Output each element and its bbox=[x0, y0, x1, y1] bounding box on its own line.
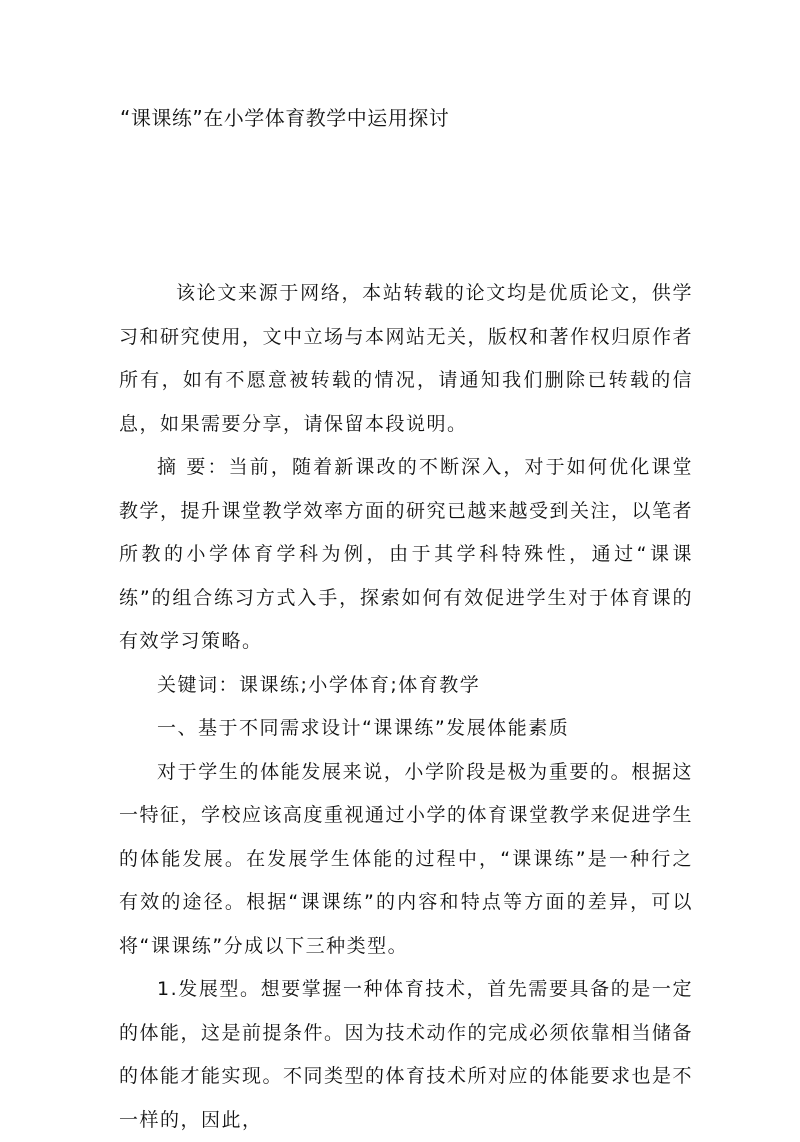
disclaimer-paragraph: 该论文来源于网络，本站转载的论文均是优质论文，供学习和研究使用，文中立场与本网站无关，版权和著作权归原作者所有，如有不愿意被转载的情况，请通知我们删除已转载的信息，如果需要分享，请保留本段说明。 bbox=[119, 282, 694, 435]
document-title: “课课练”在小学体育教学中运用探讨 bbox=[120, 106, 450, 130]
keywords-paragraph: 关键词：课课练;小学体育;体育教学 bbox=[157, 673, 481, 696]
body-paragraph: 对于学生的体能发展来说，小学阶段是极为重要的。根据这一特征，学校应该高度重视通过小学的体育课堂教学来促进学生的体能发展。在发展学生体能的过程中，“课课练”是一种行之有效的途径。根据“课课练”的内容和特点等方面的差异，可以将“课课练”分成以下三种类型。 bbox=[119, 760, 694, 957]
section-heading: 一、基于不同需求设计“课课练”发展体能素质 bbox=[157, 717, 570, 739]
body-paragraph: 1.发展型。想要掌握一种体育技术，首先需要具备的是一定的体能，这是前提条件。因为技术动作的完成必须依靠相当储备的体能才能实现。不同类型的体育技术所对应的体能要求也是不一样的，因此， bbox=[119, 978, 694, 1131]
document-body bbox=[119, 272, 693, 1142]
abstract-paragraph: 摘 要：当前，随着新课改的不断深入，对于如何优化课堂教学，提升课堂教学效率方面的研究已越来越受到关注，以笔者所教的小学体育学科为例，由于其学科特殊性，通过“课课练”的组合练习方式入手，探索如何有效促进学生对于体育课的有效学习策略。 bbox=[119, 456, 694, 652]
